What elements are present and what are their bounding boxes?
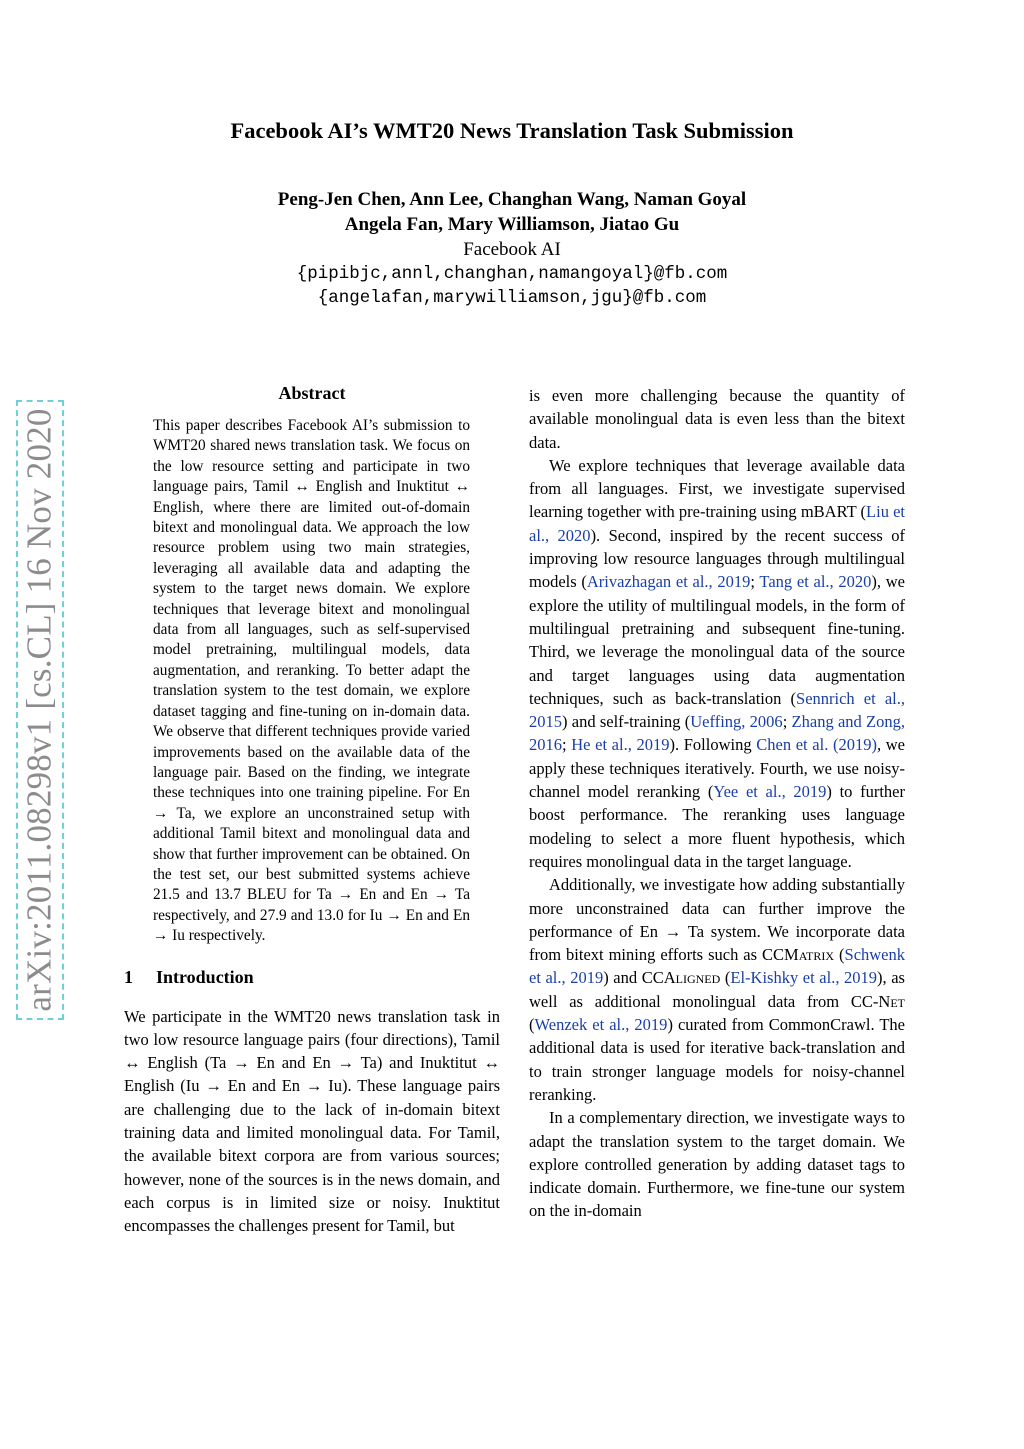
citation-link[interactable]: Chen et al. (2019): [756, 735, 877, 755]
citation-link[interactable]: He et al., 2019: [571, 735, 670, 755]
citation-link[interactable]: Liu et al., 2020: [529, 502, 905, 545]
arxiv-stamp: [16, 400, 64, 1020]
right-column: [529, 384, 905, 1223]
affiliation: Facebook AI: [463, 239, 561, 260]
authors-line-2: Angela Fan, Mary Williamson, Jiatao Gu: [344, 214, 680, 235]
paper-title: Facebook AI’s WMT20 News Translation Task Submission: [230, 118, 794, 143]
left-column: [124, 383, 500, 1238]
email-line-2: {angelafan,marywilliamson,jgu}@fb.com: [317, 288, 707, 308]
section-title: Introduction: [156, 966, 254, 987]
citation-link[interactable]: Schwenk et al., 2019: [529, 945, 906, 988]
arxiv-id: arXiv:2011.08298v1 [cs.CL] 16 Nov 2020: [20, 408, 59, 1012]
citation-link[interactable]: Yee et al., 2019: [713, 782, 827, 802]
authors-line-1: Peng-Jen Chen, Ann Lee, Changhan Wang, Naman Goyal: [277, 189, 747, 210]
citation-link[interactable]: Sennrich et al., 2015: [529, 688, 906, 732]
right-paragraph-1: We explore techniques that leverage available data from all languages. First, we investigate supervised learning together with pre-training using mBART (Liu et al., 2020). Second, inspired by the recent success of improving low resource languages through multilingual models (Arivazhagan et al., 2019; Tang et al., 2020), we explore the utility of multilingual models, in the form of multilingual pretraining and subsequent fine-tuning. Third, we leverage the monolingual data of the source and target languages using data augmentation techniques, such as back-translation (Sennrich et al., 2015) and self-training (Ueffing, 2006; Zhang and Zong, 2016; He et al., 2019). Following Chen et al. (2019), we apply these techniques iteratively. Fourth, we use noisy-channel model reranking (Yee et al., 2019) to further boost performance. The reranking uses language modeling to select a more fluent hypothesis, which requires monolingual data in the target language.: [529, 455, 906, 871]
right-paragraph-3: In a complementary direction, we investigate ways to adapt the translation system to the target domain. We explore controlled generation by adding dataset tags to indicate domain. Furthermore, we fine-tune our system on the in-domain: [529, 1108, 905, 1221]
intro-paragraph-1: We participate in the WMT20 news translation task in two low resource language pairs (four directions), Tamil ↔ English (Ta → En and En → Ta) and Inuktitut ↔ English (Iu → En and En → Iu). These language pairs are challenging due to the lack of in-domain bitext training data and limited monolingual data. For Tamil, the available bitext corpora are from various sources; however, none of the sources is in the news domain, and each corpus is in limited size or noisy. Inuktitut encompasses the challenges present for Tamil, but: [124, 1006, 500, 1236]
citation-link[interactable]: Arivazhagan et al., 2019: [586, 572, 751, 592]
citation-link[interactable]: Wenzek et al., 2019: [534, 1015, 668, 1035]
abstract-text: This paper describes Facebook AI’s submission to WMT20 shared news translation task. We focus on the low resource setting and participate in two language pairs, Tamil ↔ English and Inuktitut ↔ English, where there are limited out-of-domain bitext and monolingual data. We approach the low resource problem using two main strategies, leveraging all available data and adapting the system to the target news domain. We explore techniques that leverage bitext and monolingual data from all languages, such as self-supervised model pretraining, multilingual models, data augmentation, and reranking. To better adapt the translation system to the test domain, we explore dataset tagging and fine-tuning on in-domain data. We observe that different techniques provide varied improvements based on the available data of the language pair. Based on the finding, we integrate these techniques into one training pipeline. For En → Ta, we explore an unconstrained setup with additional Tamil bitext and monolingual data and show that further improvement can be obtained. On the test set, our best submitted systems achieve 21.5 and 13.7 BLEU for Ta → En and En → Ta respectively, and 27.9 and 13.0 for Iu → En and En → Iu respectively.: [153, 417, 470, 945]
author-block: [0, 187, 1024, 310]
abstract-heading: Abstract: [278, 383, 346, 403]
citation-link[interactable]: Tang et al., 2020: [759, 572, 872, 592]
section-number: 1: [124, 966, 133, 987]
small-caps-term: CCAligned: [641, 968, 721, 988]
citation-link[interactable]: El-Kishky et al., 2019: [730, 968, 878, 988]
section-heading-introduction: [124, 967, 500, 988]
citation-link[interactable]: Zhang and Zong, 2016: [529, 712, 906, 755]
citation-link[interactable]: Ueffing, 2006: [690, 712, 783, 732]
small-caps-term: CCMatrix: [762, 945, 835, 965]
email-line-1: {pipibjc,annl,changhan,namangoyal}@fb.com: [296, 264, 728, 284]
right-paragraph-0: is even more challenging because the quantity of available monolingual data is even less than the bitext data.: [529, 386, 905, 452]
small-caps-term: CC-Net: [850, 991, 905, 1011]
right-paragraph-2: Additionally, we investigate how adding substantially more unconstrained data can further improve the performance of En → Ta system. We incorporate data from bitext mining efforts such as CCMatrix (Schwenk et al., 2019) and CCAligned (El-Kishky et al., 2019), as well as additional monolingual data from CC-Net (Wenzek et al., 2019) curated from CommonCrawl. The additional data is used for iterative back-translation and to train stronger language models for noisy-channel reranking.: [529, 875, 906, 1104]
